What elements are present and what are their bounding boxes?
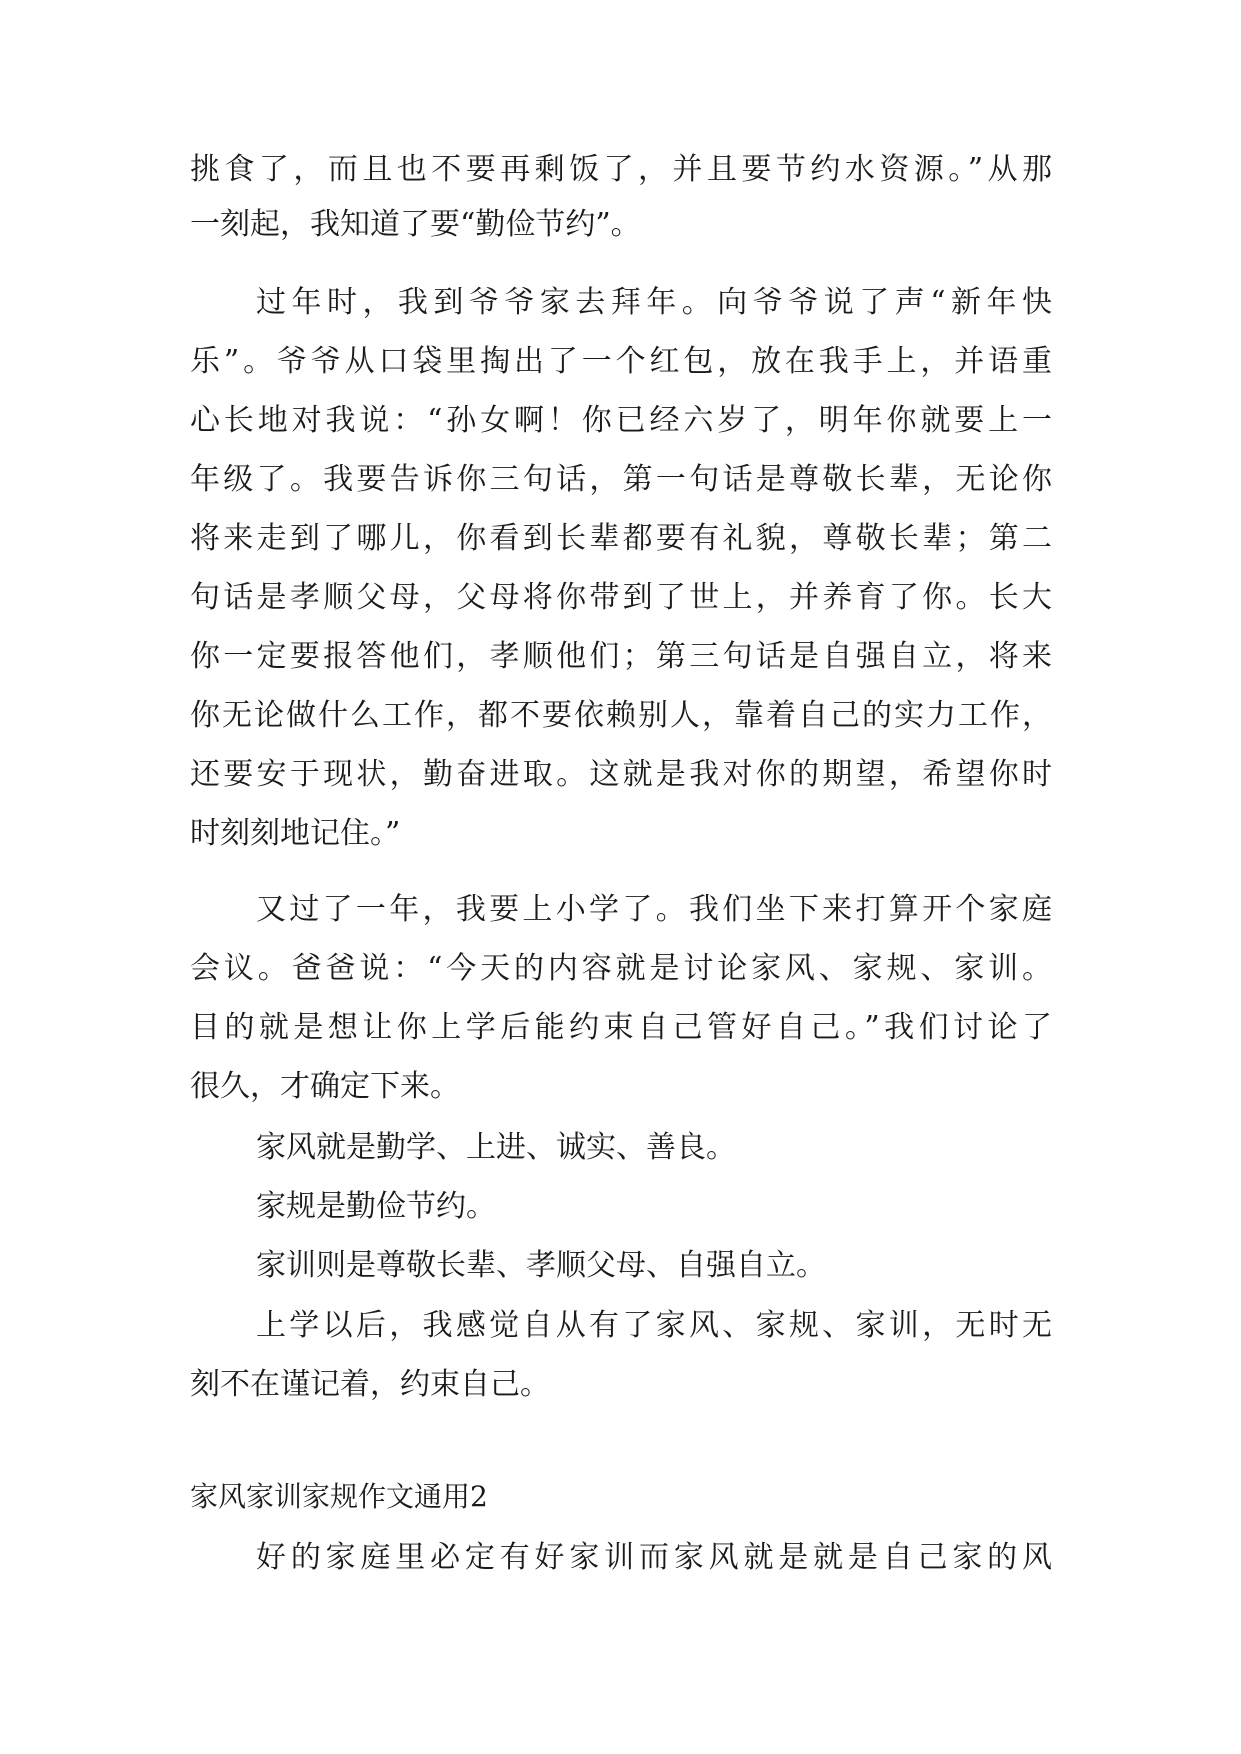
text-line: 你无论做什么工作，都不要依赖别人，靠着自己的实力工作，	[190, 698, 1052, 733]
text-line: 会议。爸爸说：“今天的内容就是讨论家风、家规、家训。	[190, 951, 1052, 986]
text-line: 你一定要报答他们，孝顺他们；第三句话是自强自立，将来	[190, 639, 1052, 674]
text-line: 刻不在谨记着，约束自己。	[190, 1367, 550, 1402]
text-line: 一刻起，我知道了要“勤俭节约”。	[190, 207, 641, 242]
text-line: 目的就是想让你上学后能约束自己管好自己。”我们讨论了	[190, 1010, 1052, 1045]
paragraph-first-line: 好的家庭里必定有好家训而家风就是就是自己家的风	[256, 1540, 1052, 1575]
text-line: 心长地对我说：“孙女啊！你已经六岁了，明年你就要上一	[190, 403, 1052, 438]
text-line: 乐”。爷爷从口袋里掏出了一个红包，放在我手上，并语重	[190, 344, 1052, 379]
text-line: 还要安于现状，勤奋进取。这就是我对你的期望，希望你时	[190, 757, 1052, 792]
text-line: 将来走到了哪儿，你看到长辈都要有礼貌，尊敬长辈；第二	[190, 521, 1052, 556]
text-line: 时刻刻地记住。”	[190, 816, 401, 851]
text-line: 挑食了，而且也不要再剩饭了，并且要节约水资源。”从那	[190, 152, 1052, 187]
section-heading: 家风家训家规作文通用2	[190, 1480, 488, 1513]
paragraph-first-line: 过年时，我到爷爷家去拜年。向爷爷说了声“新年快	[256, 285, 1052, 320]
paragraph-first-line: 家规是勤俭节约。	[256, 1189, 496, 1224]
paragraph-first-line: 又过了一年，我要上小学了。我们坐下来打算开个家庭	[256, 892, 1052, 927]
text-line: 年级了。我要告诉你三句话，第一句话是尊敬长辈，无论你	[190, 462, 1052, 497]
text-line: 句话是孝顺父母，父母将你带到了世上，并养育了你。长大	[190, 580, 1052, 615]
paragraph-first-line: 上学以后，我感觉自从有了家风、家规、家训，无时无	[256, 1308, 1052, 1343]
paragraph-first-line: 家训则是尊敬长辈、孝顺父母、自强自立。	[256, 1248, 826, 1283]
text-line: 很久，才确定下来。	[190, 1069, 460, 1104]
paragraph-first-line: 家风就是勤学、上进、诚实、善良。	[256, 1130, 736, 1165]
